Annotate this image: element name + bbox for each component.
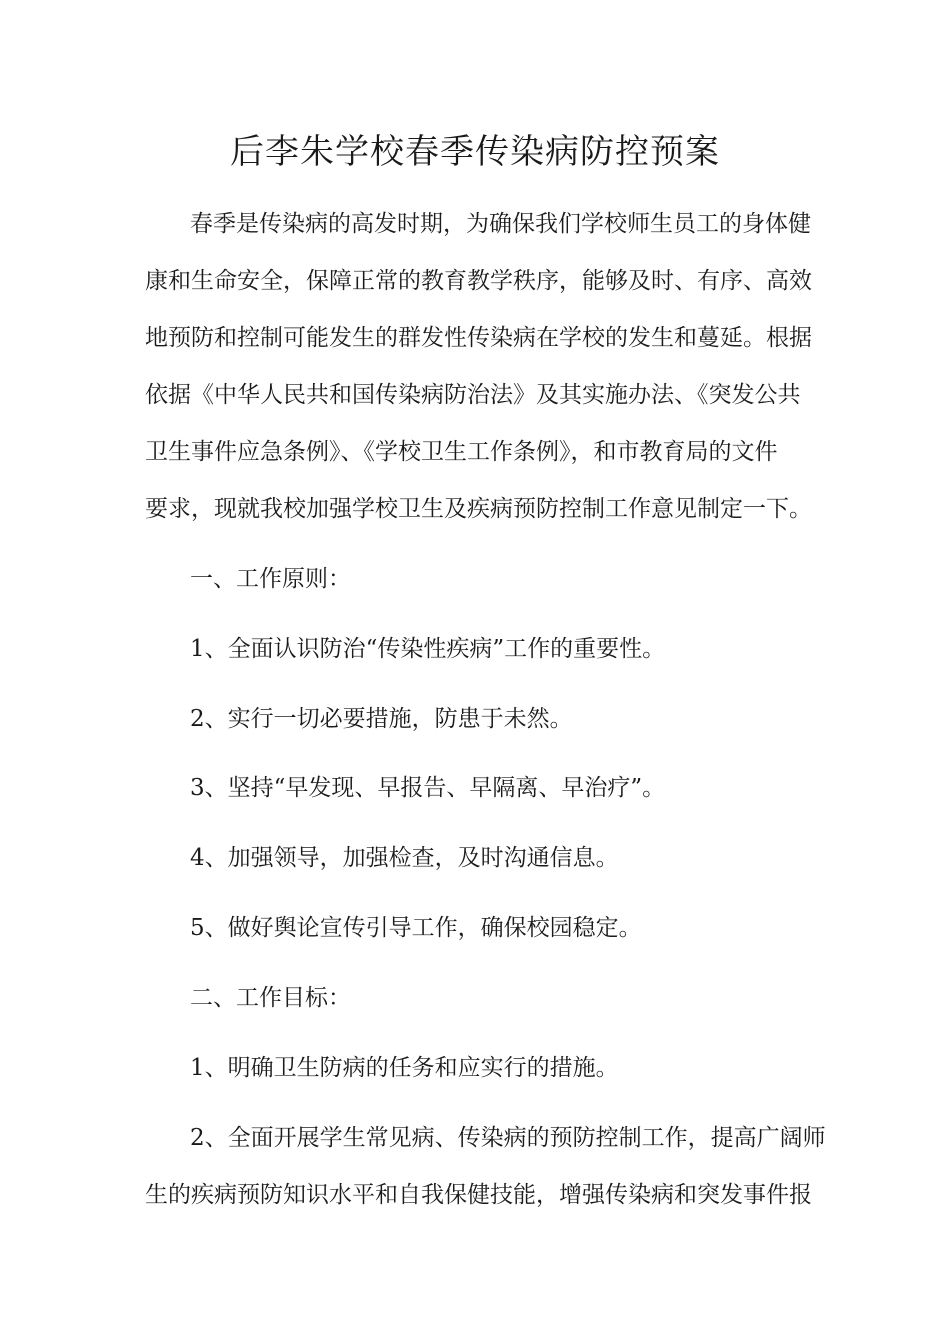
intro-line-5: 卫生事件应急条例》、《学校卫生工作条例》，和市教育局的文件	[145, 439, 778, 465]
list-item: 2、实行一切必要措施，防患于未然。	[190, 706, 573, 732]
list-item: 1、全面认识防治“传染性疾病”工作的重要性。	[190, 636, 666, 662]
document-title: 后李朱学校春季传染病防控预案	[230, 132, 720, 172]
intro-line-3: 地预防和控制可能发生的群发性传染病在学校的发生和蔓延。根据	[145, 325, 812, 351]
list-item: 3、坚持“早发现、早报告、早隔离、早治疗”。	[190, 775, 666, 801]
intro-line-1: 春季是传染病的高发时期，为确保我们学校师生员工的身体健	[190, 211, 811, 237]
intro-line-6: 要求，现就我校加强学校卫生及疾病预防控制工作意见制定一下。	[145, 496, 812, 522]
list-item: 5、做好舆论宣传引导工作，确保校园稳定。	[190, 915, 642, 941]
intro-line-2: 康和生命安全，保障正常的教育教学秩序，能够及时、有序、高效	[145, 268, 812, 294]
list-item-line-1: 2、全面开展学生常见病、传染病的预防控制工作，提高广阔师	[190, 1125, 826, 1151]
list-item: 1、明确卫生防病的任务和应实行的措施。	[190, 1055, 619, 1081]
intro-line-4: 依据《中华人民共和国传染病防治法》及其实施办法、《突发公共	[145, 382, 801, 408]
list-item-line-2: 生的疾病预防知识水平和自我保健技能，增强传染病和突发事件报	[145, 1182, 812, 1208]
section-heading: 一、工作原则：	[190, 566, 351, 592]
section-heading: 二、工作目标：	[190, 985, 351, 1011]
list-item: 4、加强领导，加强检查，及时沟通信息。	[190, 845, 619, 871]
